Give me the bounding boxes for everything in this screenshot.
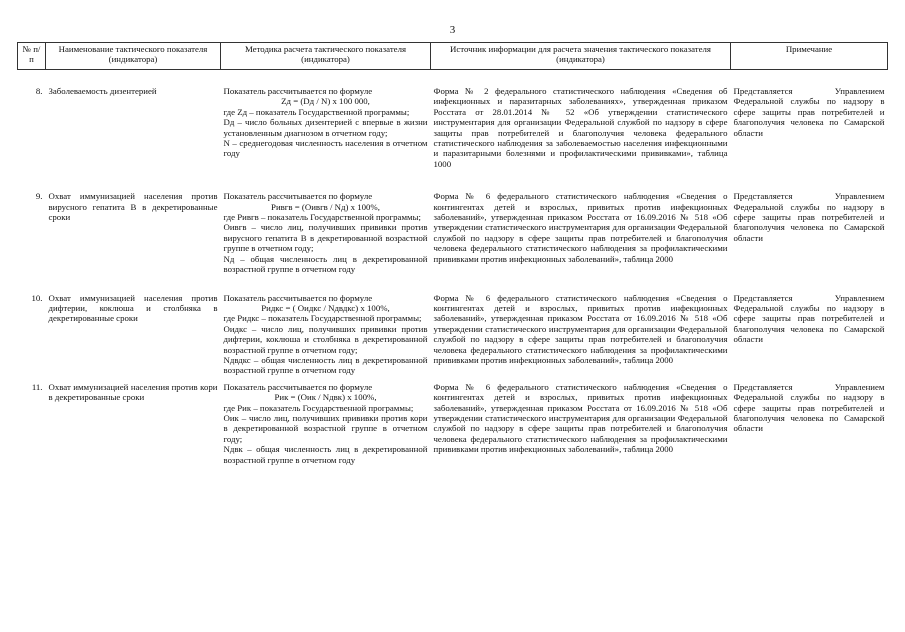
source-cell: Форма № 6 федерального статистического наблюдения «Сведения о контингентах детей и взрослых, привитых против инфекционных заболеваний», утвержденная приказом Росстата от 16.09.2016 № 518 «Об утверждении статистического инструментария для организации Федеральной службой по надзору в сфере защиты прав потребителей и благополучия человека федерального статистического наблюдения за профилактическими прививками против инфекционных заболеваний», таблица 2000 bbox=[433, 191, 728, 264]
table-header-row bbox=[18, 43, 888, 70]
method-cell bbox=[221, 293, 431, 376]
method-line: Nд – общая численность лиц в декретированной возрастной группе в отчетном году bbox=[223, 253, 428, 275]
table-row bbox=[18, 382, 888, 465]
indicator-name: Охват иммунизацией населения против вирусного гепатита В в декретированные сроки bbox=[48, 191, 218, 223]
method-intro: Показатель рассчитывается по формуле bbox=[223, 86, 373, 96]
method-intro: Показатель рассчитывается по формуле bbox=[223, 292, 373, 303]
method-line: N – среднегодовая численность населения в отчетном году bbox=[223, 138, 428, 159]
table-row bbox=[18, 293, 888, 376]
header-method: Методика расчета тактического показателя (индикатора) bbox=[221, 43, 431, 70]
method-line: где Pик – показатель Государственной программы; bbox=[223, 402, 414, 413]
formula: Pивгв = (Oивгв / Nд) x 100%, bbox=[271, 201, 380, 212]
method-line: Nдвк – общая численность лиц в декретированной возрастной группе в отчетном году bbox=[223, 444, 428, 465]
note-cell: Представляется Управлением Федеральной службы по надзору в сфере защиты прав потребителей и благополучия человека по Самарской области bbox=[733, 191, 885, 243]
formula: Pик = (Oик / Nдвк) x 100%, bbox=[274, 392, 377, 403]
header-source: Источник информации для расчета значения тактического показателя (индикатора) bbox=[431, 43, 731, 70]
method-line: где Pивгв – показатель Государственной программы; bbox=[223, 212, 421, 223]
note-cell: Представляется Управлением Федеральной службы по надзору в сфере защиты прав потребителей и благополучия человека по Самарской области bbox=[733, 292, 885, 345]
source-cell: Форма № 6 федерального статистического наблюдения «Сведения о контингентах детей и взрослых, привитых против инфекционных заболеваний», утвержденная приказом Росстата от 16.09.2016 № 518 «Об утверждении статистического инструментария для организации Федеральной службой по надзору в сфере защиты прав потребителей и благополучия человека федерального статистического наблюдения за профилактическими прививками против инфекционных заболеваний», таблица 2000 bbox=[433, 292, 728, 365]
method-intro: Показатель рассчитывается по формуле bbox=[223, 191, 373, 202]
method-cell bbox=[221, 191, 431, 274]
method-intro: Показатель рассчитывается по формуле bbox=[223, 381, 373, 392]
method-line: Oик – число лиц, получивших прививки против кори в декретированной возрастной группе в отчетном году; bbox=[223, 412, 428, 444]
source-cell: Форма № 2 федерального статистического наблюдения «Сведения об инфекционных и паразитарных заболеваниях», утвержденная приказом Росстата от 28.01.2014 № 52 «Об утверждении статистического инструментария для организации Федеральной службой по надзору в сфере защиты прав потребителей и благополучия человека федерального статистического наблюдения за заболеваемостью населения инфекционными и паразитарными болезнями и профилактическими прививками», таблица 1000 bbox=[433, 86, 728, 169]
indicator-name: Заболеваемость дизентерией bbox=[48, 86, 157, 96]
header-note: Примечание bbox=[731, 43, 888, 70]
method-line: где Pидкс – показатель Государственной программы; bbox=[223, 313, 422, 324]
table-row bbox=[18, 191, 888, 274]
method-line: Dд – число больных дизентерией с впервые в жизни установленным диагнозом в отчетном году; bbox=[223, 117, 428, 138]
header-name: Наименование тактического показателя (индикатора) bbox=[46, 43, 221, 70]
source-cell: Форма № 6 федерального статистического наблюдения «Сведения о контингентах детей и взрослых, привитых против инфекционных заболеваний», утвержденная приказом Росстата от 16.09.2016 № 518 «Об утверждении статистического инструментария для организации Федеральной службой по надзору в сфере защиты прав потребителей и благополучия человека федерального статистического наблюдения за профилактическими прививками против инфекционных заболеваний», таблица 2000 bbox=[433, 381, 728, 455]
page-number: 3 bbox=[449, 24, 456, 36]
note-cell: Представляется Управлением Федеральной службы по надзору в сфере защиты прав потребителей и благополучия человека по Самарской области bbox=[733, 86, 885, 138]
method-line: Nдвдкс – общая численность лиц в декретированной возрастной группе в отчетном году bbox=[223, 354, 428, 376]
formula: Zд = (Dд / N) x 100 000, bbox=[281, 96, 370, 107]
table-row bbox=[18, 86, 888, 169]
row-number: 10. bbox=[31, 292, 43, 303]
row-number: 8. bbox=[35, 86, 43, 96]
formula: Pидкс = ( Oидкс / Nдвдкс) x 100%, bbox=[261, 302, 390, 313]
row-number: 11. bbox=[31, 381, 43, 392]
indicator-name: Охват иммунизацией населения против кори в декретированные сроки bbox=[48, 381, 218, 403]
indicator-name: Охват иммунизацией населения против дифтерии, коклюша и столбняка в декретированные сроки bbox=[48, 292, 218, 324]
header-num: № п/п bbox=[18, 43, 46, 70]
method-line: Oидкс – число лиц, получивших прививки против дифтерии, коклюша и столбняка в декретированной возрастной группе в отчетном году; bbox=[223, 323, 428, 355]
method-cell bbox=[221, 86, 431, 169]
note-cell: Представляется Управлением Федеральной службы по надзору в сфере защиты прав потребителей и благополучия человека по Самарской области bbox=[733, 381, 885, 434]
method-cell bbox=[221, 382, 431, 465]
method-line: Oивгв – число лиц, получивших прививки против вирусного гепатита В в декретированной возрастной группе в отчетном году; bbox=[223, 222, 428, 254]
method-line: где Zд – показатель Государственной программы; bbox=[223, 106, 410, 117]
indicators-table bbox=[17, 42, 888, 465]
row-number: 9. bbox=[35, 191, 43, 202]
